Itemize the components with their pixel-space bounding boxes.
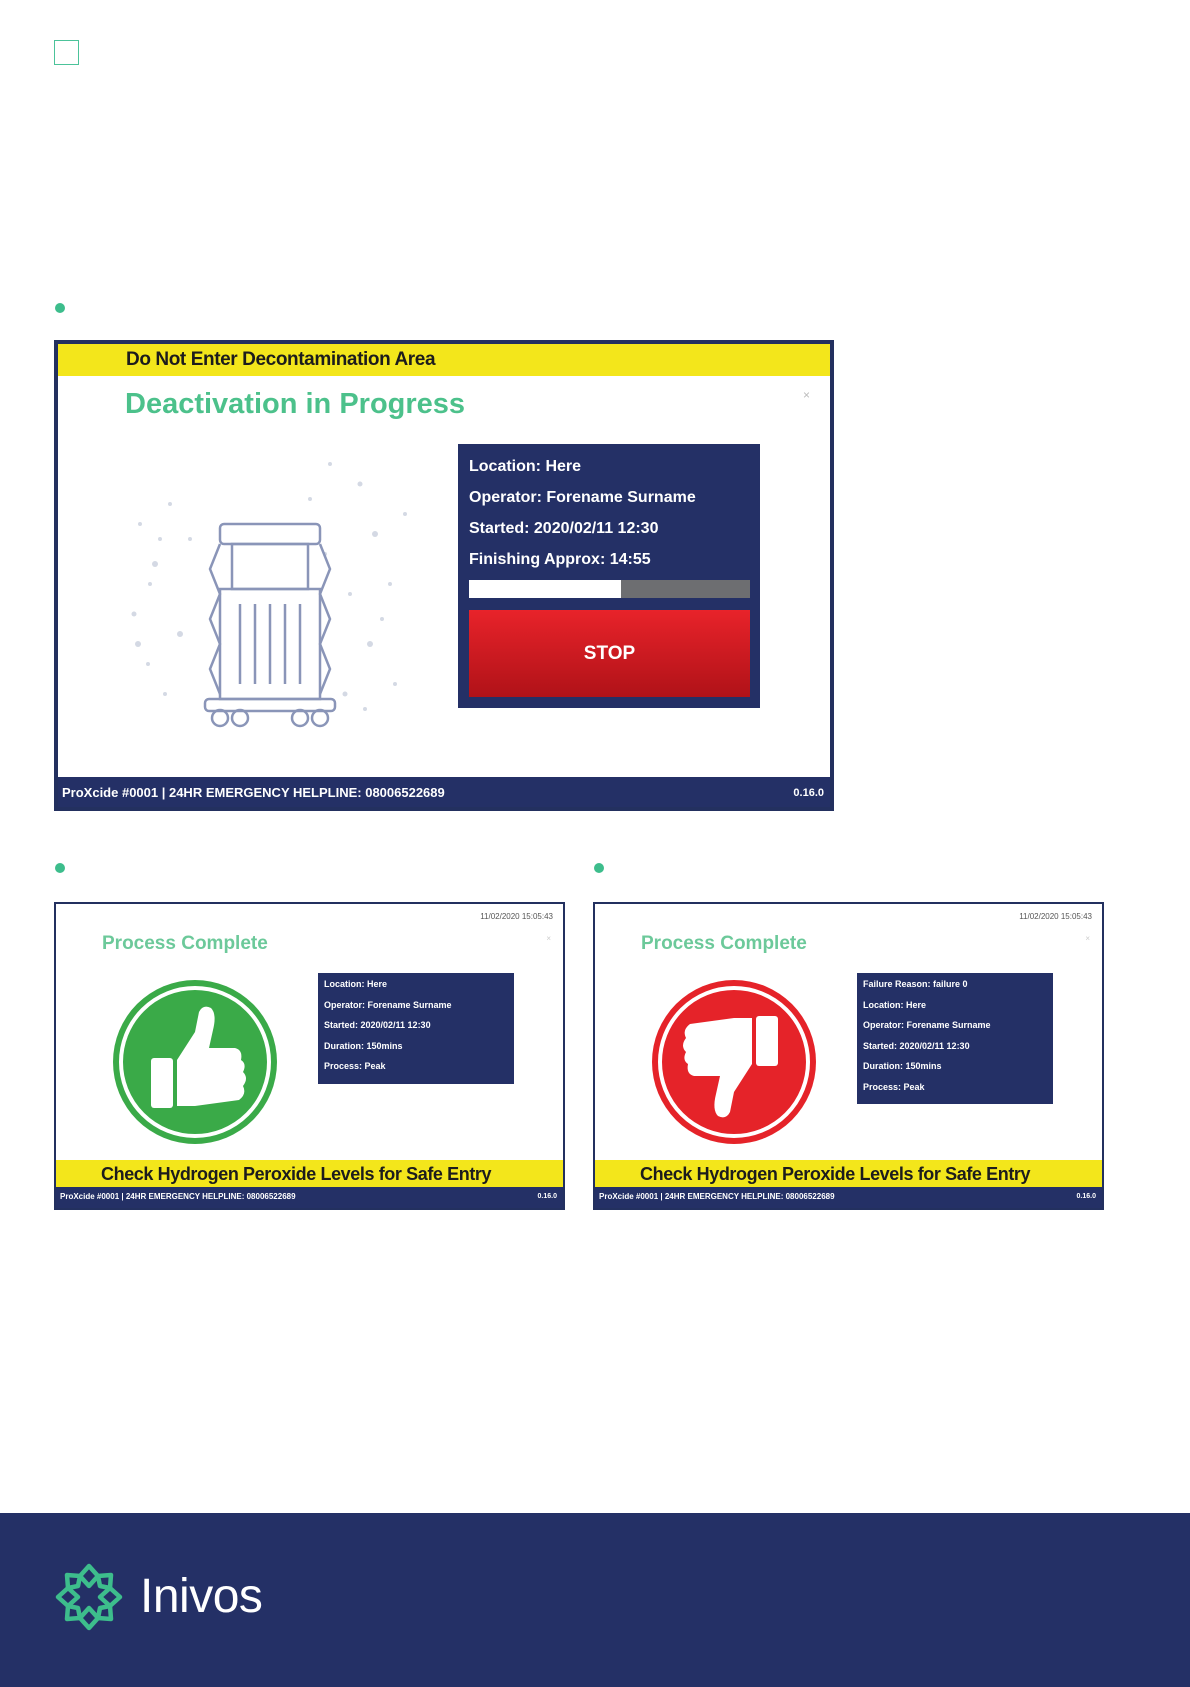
stop-button[interactable]: STOP xyxy=(469,610,750,697)
date-label: 11/02/2020 15:05:43 xyxy=(480,912,553,921)
brand-name: Inivos xyxy=(140,1570,263,1623)
corner-marker xyxy=(54,40,79,65)
helpline-text: ProXcide #0001 | 24HR EMERGENCY HELPLINE: 08006522689 xyxy=(62,785,445,800)
info-line: Started: 2020/02/11 12:30 xyxy=(863,1040,970,1051)
footer-bar xyxy=(58,777,830,807)
operator-label: Operator: Forename Surname xyxy=(469,489,696,506)
progress-bar xyxy=(469,580,750,598)
info-line: Process: Peak xyxy=(324,1061,386,1071)
version-label: 0.16.0 xyxy=(1076,1193,1096,1200)
info-line: Location: Here xyxy=(863,999,927,1010)
inivos-logo-icon xyxy=(54,1562,124,1632)
warning-banner xyxy=(58,344,830,376)
finishing-label: Finishing Approx: 14:55 xyxy=(469,551,651,568)
bullet-failure xyxy=(594,863,604,873)
process-info-panel xyxy=(857,973,1053,1104)
info-line: Process: Peak xyxy=(863,1081,925,1092)
thumbs-up-icon xyxy=(111,978,279,1151)
process-info-panel xyxy=(458,444,760,708)
info-line: Location: Here xyxy=(324,979,388,989)
close-icon[interactable]: × xyxy=(1085,934,1090,943)
helpline-text: ProXcide #0001 | 24HR EMERGENCY HELPLINE: 08006522689 xyxy=(60,1192,296,1201)
location-label: Location: Here xyxy=(469,458,582,475)
footer-bar xyxy=(56,1187,563,1208)
warning-banner xyxy=(595,1160,1102,1189)
machine-illustration xyxy=(120,444,420,734)
close-icon[interactable]: × xyxy=(546,934,551,943)
screen-title: Process Complete xyxy=(641,933,807,954)
info-line: Duration: 150mins xyxy=(324,1040,403,1051)
thumbs-down-icon xyxy=(650,978,818,1151)
version-label: 0.16.0 xyxy=(537,1193,557,1200)
progress-fill xyxy=(469,580,621,598)
close-icon[interactable]: × xyxy=(802,388,810,402)
info-line: Duration: 150mins xyxy=(863,1061,942,1071)
success-screen xyxy=(54,902,565,1210)
warning-text: Check Hydrogen Peroxide Levels for Safe Entry xyxy=(101,1164,492,1184)
screen-title: Deactivation in Progress xyxy=(125,388,466,420)
info-line: Operator: Forename Surname xyxy=(324,999,452,1010)
failure-screen xyxy=(593,902,1104,1210)
date-label: 11/02/2020 15:05:43 xyxy=(1019,912,1092,921)
brand-footer xyxy=(0,1513,1190,1687)
bullet-success xyxy=(55,863,65,873)
process-info-panel xyxy=(318,973,514,1084)
screen-title: Process Complete xyxy=(102,933,268,954)
warning-text: Do Not Enter Decontamination Area xyxy=(126,349,436,370)
deactivation-screen xyxy=(54,340,834,811)
info-line: Started: 2020/02/11 12:30 xyxy=(324,1020,431,1030)
version-label: 0.16.0 xyxy=(793,787,824,799)
warning-banner xyxy=(56,1160,563,1189)
footer-bar xyxy=(595,1187,1102,1208)
failure-reason-line: Failure Reason: failure 0 xyxy=(863,979,968,989)
warning-text: Check Hydrogen Peroxide Levels for Safe Entry xyxy=(640,1164,1031,1184)
info-line: Operator: Forename Surname xyxy=(863,1020,991,1030)
bullet-main xyxy=(55,303,65,313)
started-label: Started: 2020/02/11 12:30 xyxy=(469,520,659,537)
helpline-text: ProXcide #0001 | 24HR EMERGENCY HELPLINE: 08006522689 xyxy=(599,1192,835,1201)
